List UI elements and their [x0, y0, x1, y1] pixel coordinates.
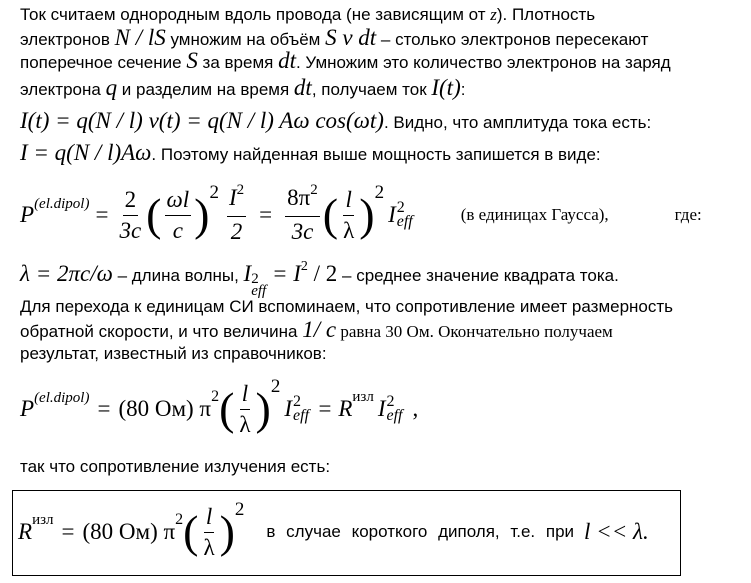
- numerator: 2: [123, 186, 139, 216]
- fraction-I2-2: [227, 184, 246, 246]
- condition: l << λ.: [584, 519, 649, 544]
- text-line-1: [20, 4, 595, 26]
- equation-amplitude: [20, 142, 601, 166]
- equation-power-si: [20, 374, 418, 444]
- exponent: 2: [386, 393, 395, 410]
- exponent: 2: [310, 182, 318, 198]
- text-line-wavelength: [20, 259, 619, 299]
- denominator: λ: [343, 217, 355, 243]
- numerator: l: [343, 186, 353, 216]
- var-dt: dt: [278, 48, 296, 73]
- comma: ,: [412, 396, 419, 421]
- paren-open: (: [322, 189, 339, 240]
- text: – среднее значение квадрата тока.: [337, 266, 619, 285]
- text: . Поэтому найденная выше мощность запишется в виде:: [151, 145, 601, 164]
- formula-current: I(t) = q(N / l) v(t) = q(N / l) Aω cos(ωt): [20, 108, 384, 133]
- formula-Svdt: S v dt: [325, 25, 377, 50]
- paren-open: (: [183, 506, 199, 557]
- equals: =: [259, 202, 273, 227]
- equals: =: [61, 519, 75, 544]
- fraction-8pi2-3c: [285, 184, 320, 246]
- exponent: 2: [293, 393, 302, 410]
- text: поперечное сечение: [20, 53, 187, 72]
- var-I: I: [243, 261, 252, 286]
- text-line-2: [20, 27, 648, 51]
- var-I-eff: I: [284, 396, 293, 421]
- fraction-wl-c: [165, 186, 192, 245]
- sup-el-dipol: (el.dipol): [34, 390, 90, 406]
- equation-power-gauss: [20, 180, 702, 250]
- formula-1-c: 1/ c: [302, 317, 337, 342]
- text-line-9: [20, 456, 330, 478]
- text: равна 30 Ом. Окончательно получаем: [336, 322, 613, 341]
- exponent: 2: [209, 182, 219, 203]
- var-I-eff: I: [377, 396, 386, 421]
- paren-close: ): [194, 189, 210, 240]
- text-line-4: [20, 77, 465, 101]
- paren-close: ): [359, 189, 375, 240]
- numerator: I: [228, 185, 237, 210]
- exponent: 2: [175, 511, 184, 528]
- text: результат, известный из справочников:: [20, 344, 327, 363]
- units-note: (в единицах Гаусса),: [460, 205, 609, 224]
- fraction-l-lambda: [341, 186, 356, 245]
- formula: / 2: [307, 261, 338, 286]
- text: , получаем ток: [311, 80, 432, 99]
- text: . Умножим это количество электронов на заряд: [295, 53, 671, 72]
- var-P: P: [20, 396, 35, 421]
- equation-current: [20, 110, 651, 134]
- formula-lambda: λ = 2πc/ω: [20, 261, 113, 286]
- coefficient: (80 Ом) π: [82, 519, 176, 544]
- subscript-eff: eff: [396, 213, 413, 230]
- exponent: 2: [270, 376, 281, 397]
- text: Для перехода к единицам СИ вспоминаем, что сопротивление имеет размерность: [20, 297, 674, 316]
- exponent: 2: [374, 182, 385, 203]
- sup-izl: изл: [352, 389, 374, 405]
- equals: =: [95, 202, 109, 227]
- text: Ток считаем однородным вдоль провода (не зависящим от: [20, 5, 491, 24]
- var-z: z: [490, 5, 497, 24]
- text: и разделим на время: [117, 80, 294, 99]
- var-R: R: [18, 519, 33, 544]
- text-line-6: [20, 296, 673, 318]
- exponent: 2: [251, 271, 259, 287]
- text: . Видно, что амплитуда тока есть:: [383, 113, 652, 132]
- fraction-l-lambda: [201, 503, 216, 562]
- text-line-3: [20, 50, 671, 74]
- text: :: [460, 80, 466, 99]
- text-line-7: [20, 319, 613, 343]
- formula-amplitude: I = q(N / l)Aω: [20, 140, 152, 165]
- subscript-eff: eff: [293, 407, 310, 424]
- var-P: P: [20, 202, 35, 227]
- paren-open: (: [146, 189, 162, 240]
- denominator: 3c: [291, 219, 314, 244]
- sup-el-dipol: (el.dipol): [34, 196, 90, 212]
- var-I-eff: I: [388, 202, 396, 227]
- text: умножим на объём: [165, 30, 326, 49]
- exponent: 2: [300, 259, 308, 274]
- paren-close: ): [255, 383, 271, 434]
- text: ). Плотность: [496, 5, 596, 24]
- denominator: λ: [203, 534, 215, 560]
- formula: = I: [266, 261, 301, 286]
- sup-izl: изл: [32, 512, 54, 528]
- equation-radiation-resistance: [18, 496, 649, 568]
- text: обратной скорости, и что величина: [20, 322, 303, 341]
- text: – столько электронов пересекают: [376, 30, 649, 49]
- paren-close: ): [219, 506, 235, 557]
- denominator: 3c: [119, 217, 142, 243]
- text: где:: [674, 205, 702, 224]
- numerator: 8π: [287, 185, 311, 210]
- text: в случае короткого диполя, т.е. при: [266, 522, 575, 541]
- var-q: q: [105, 75, 118, 100]
- denominator: c: [172, 217, 183, 243]
- denominator: 2: [230, 219, 243, 244]
- text: так что сопротивление излучения есть:: [20, 457, 331, 476]
- fraction-2-3c: [117, 186, 143, 245]
- var-dt: dt: [293, 75, 312, 100]
- exponent: 2: [236, 182, 245, 198]
- text: электронов: [20, 30, 115, 49]
- exponent: 2: [234, 499, 245, 520]
- denominator: λ: [239, 411, 251, 437]
- numerator: ωl: [165, 186, 192, 216]
- paren-open: (: [219, 383, 235, 434]
- numerator: l: [204, 503, 214, 533]
- text: электрона: [20, 80, 106, 99]
- coefficient: (80 Ом) π: [118, 396, 212, 421]
- subscript-eff: eff: [251, 283, 267, 299]
- text: – длина волны,: [112, 266, 244, 285]
- fraction-l-lambda: [237, 380, 252, 439]
- exponent: 2: [211, 388, 220, 405]
- exponent: 2: [396, 199, 405, 216]
- text-line-8: [20, 343, 327, 365]
- formula-N-lS: N / lS: [114, 25, 166, 50]
- subscript-eff: eff: [386, 407, 403, 424]
- var-S: S: [186, 48, 198, 73]
- equals: =: [97, 396, 111, 421]
- numerator: l: [240, 380, 250, 410]
- text: за время: [197, 53, 279, 72]
- equals-R: = R: [317, 396, 353, 421]
- formula-It: I(t): [431, 75, 461, 100]
